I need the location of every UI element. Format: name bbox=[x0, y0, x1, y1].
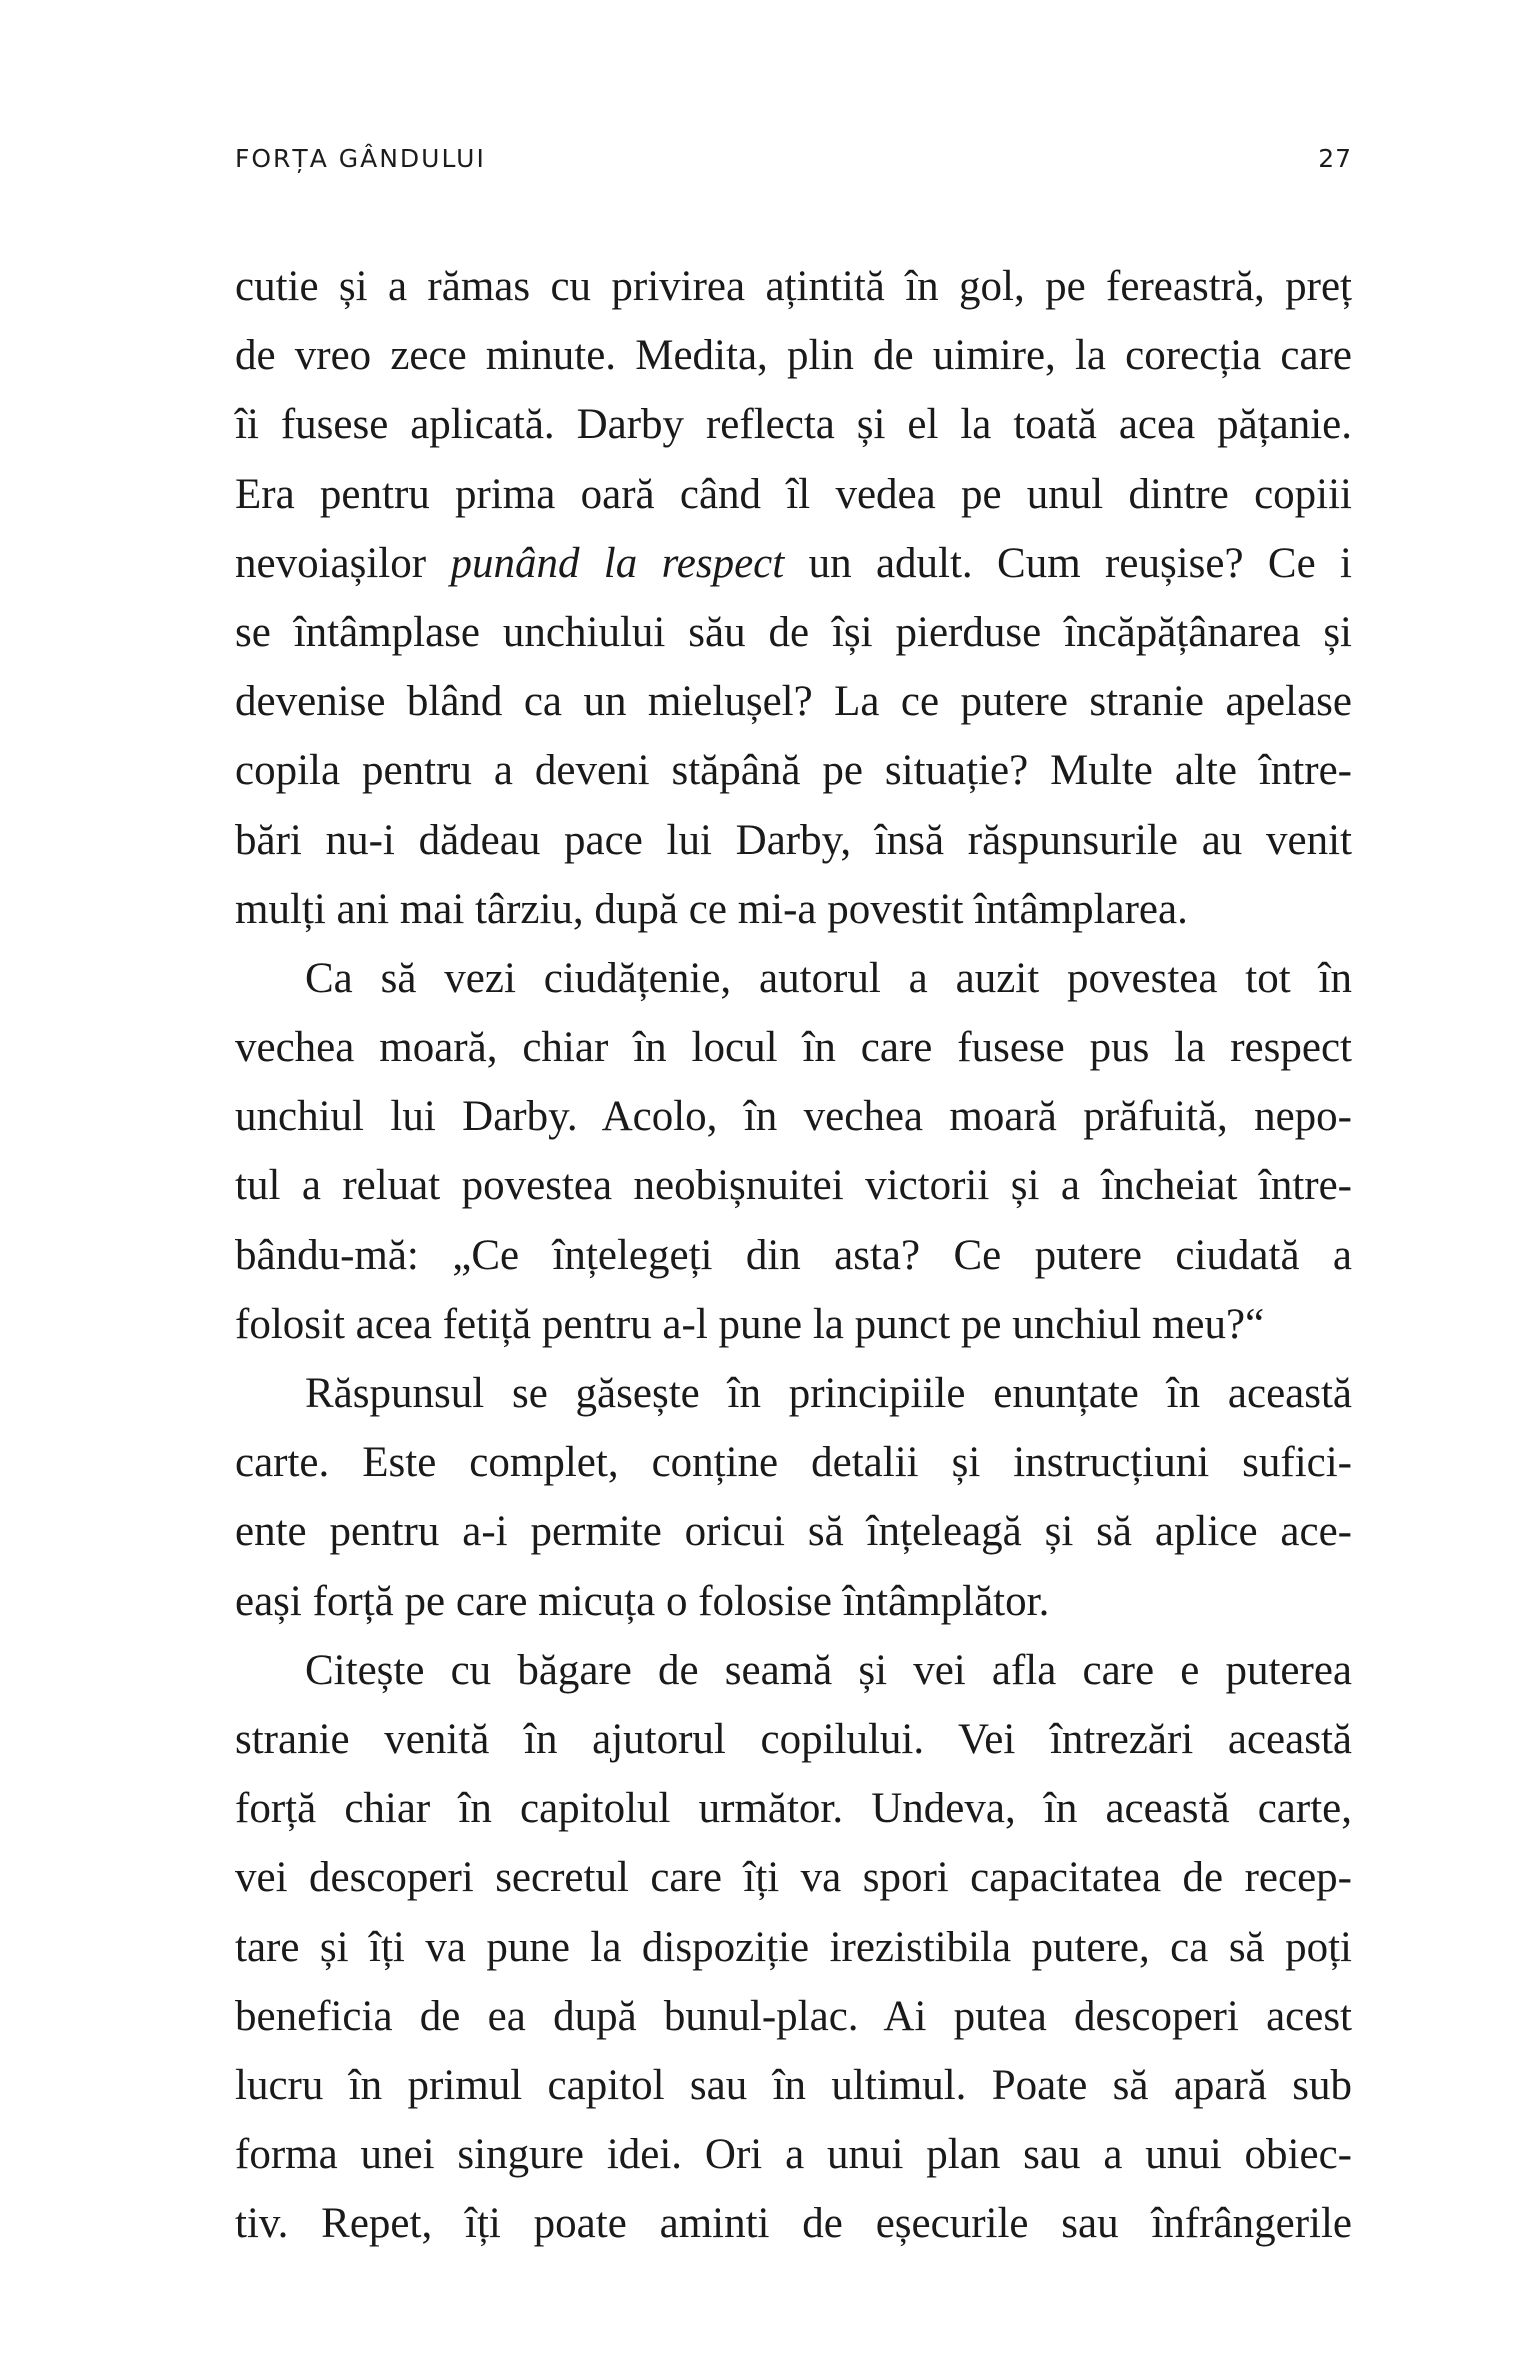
text-line: îi fusese aplicată. Darby reflecta și el la toată acea pățanie. bbox=[235, 401, 1352, 449]
text-line: tare și îți va pune la dispoziție irezistibila putere, ca să poți bbox=[235, 1923, 1352, 1971]
text-line: beneficia de ea după bunul-plac. Ai putea descoperi acest bbox=[235, 1992, 1352, 2040]
text-line: stranie venită în ajutorul copilului. Vei întrezări această bbox=[235, 1715, 1352, 1763]
page-header bbox=[235, 140, 1352, 180]
text-line: tiv. Repet, îți poate aminti de eșecurile sau înfrângerile bbox=[235, 2200, 1352, 2248]
paragraph-start-line: Răspunsul se găsește în principiile enunțate în această bbox=[305, 1370, 1352, 1417]
running-title: FORȚA GÂNDULUI bbox=[235, 144, 486, 173]
text-line: se întâmplase unchiului său de își pierduse încăpățânarea și bbox=[235, 608, 1352, 656]
paragraph-start-line: Ca să vezi ciudățenie, autorul a auzit povestea tot în bbox=[305, 954, 1352, 1002]
text-line: folosit acea fetiță pentru a-l pune la punct pe unchiul meu?“ bbox=[235, 1300, 1265, 1348]
italic-emphasis: punând la respect bbox=[450, 539, 785, 587]
text-line: bări nu-i dădeau pace lui Darby, însă răspunsurile au venit bbox=[235, 816, 1352, 864]
text-line: forma unei singure idei. Ori a unui plan sau a unui obiec- bbox=[235, 2131, 1352, 2179]
text-line: ente pentru a-i permite oricui să înțeleagă și să aplice ace- bbox=[235, 1508, 1352, 1556]
text-line: eași forță pe care micuța o folosise întâmplător. bbox=[235, 1577, 1050, 1625]
text-line: lucru în primul capitol sau în ultimul. Poate să apară sub bbox=[235, 2061, 1352, 2109]
paragraph-start-line: Citește cu băgare de seamă și vei afla care e puterea bbox=[305, 1646, 1352, 1694]
text-line: cutie și a rămas cu privirea ațintită în gol, pe fereastră, preț bbox=[235, 263, 1352, 310]
text-run: nevoiașilor bbox=[235, 539, 451, 587]
text-line: devenise blând ca un mielușel? La ce putere stranie apelase bbox=[235, 678, 1352, 726]
text-line: bându-mă: „Ce înțelegeți din asta? Ce putere ciudată a bbox=[235, 1231, 1352, 1279]
text-line: mulți ani mai târziu, după ce mi-a povestit întâmplarea. bbox=[235, 885, 1188, 933]
text-line: unchiul lui Darby. Acolo, în vechea moară prăfuită, nepo- bbox=[235, 1093, 1352, 1141]
text-line: tul a reluat povestea neobișnuitei victorii și a încheiat între- bbox=[235, 1162, 1352, 1210]
text-line: copila pentru a deveni stăpână pe situație? Multe alte între- bbox=[235, 747, 1352, 795]
body-text bbox=[235, 252, 1352, 2258]
text-run: un adult. Cum reușise? Ce i bbox=[784, 539, 1352, 587]
text-line: forță chiar în capitolul următor. Undeva, în această carte, bbox=[235, 1785, 1352, 1833]
text-line: vei descoperi secretul care îți va spori capacitatea de recep- bbox=[235, 1854, 1352, 1902]
text-line bbox=[235, 529, 1352, 598]
text-line: vechea moară, chiar în locul în care fusese pus la respect bbox=[235, 1024, 1352, 1072]
text-line: de vreo zece minute. Medita, plin de uimire, la corecția care bbox=[235, 332, 1352, 380]
text-line: carte. Este complet, conține detalii și instrucțiuni sufici- bbox=[235, 1439, 1352, 1487]
page-number: 27 bbox=[1318, 144, 1352, 173]
text-line: Era pentru prima oară când îl vedea pe unul dintre copiii bbox=[235, 470, 1352, 518]
